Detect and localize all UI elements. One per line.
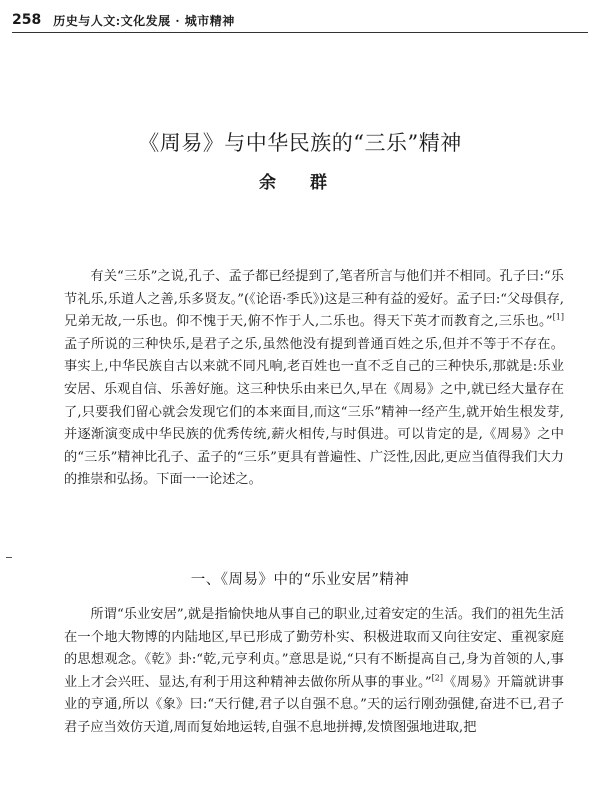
footnote-ref-2: [2] — [431, 673, 443, 683]
body-paragraph-text-1: 所谓“乐业安居”,就是指愉快地从事自己的职业,过着安定的生活。我们的祖先生活在一个地大物博的内陆地区,早已形成了勤劳朴实、积极进取而又向往安定、重视家庭的思想观念。《乾》卦:“乾,元亨利贞。”意思是说,“只有不断提高自己,身为首领的人,事业上才会兴旺、显达,有利于用这种精神去做你所从事的事业。” — [64, 607, 564, 690]
intro-paragraph-text-2: 孟子所说的三种快乐,是君子之乐,虽然他没有提到普通百姓之乐,但并不等于不存在。事实上,中华民族自古以来就不同凡响,老百姓也一直不乏自己的三种快乐,那就是:乐业安居、乐观自信、乐善好施。这三种快乐由来已久,早在《周易》之中,就已经大量存在了,只要我们留心就会发现它们的本来面目,而这“三乐”精神一经产生,就开始生根发芽,并逐渐演变成中华民族的优秀传统,薪火相传,与时俱进。可以肯定的是,《周易》之中的“三乐”精神比孔子、孟子的“三乐”更具有普遍性、广泛性,因此,更应当值得我们大力的推崇和弘扬。下面一一论述之。 — [64, 336, 564, 488]
margin-mark — [6, 557, 12, 558]
body-paragraph-text-2: 《周易》开篇就讲事业的亨通,所以《象》曰:“天行健,君子以自强不息。”天的运行刚劲强健,奋进不已,君子君子应当效仿天道,周而复始地运转,自强不息地拼搏,发愤图强地进取,把 — [64, 674, 564, 735]
intro-paragraph-text-1: 有关“三乐”之说,孔子、孟子都已经提到了,笔者所言与他们并不相同。孔子曰:“乐节礼乐,乐道人之善,乐多贤友。”(《论语·季氏》)这是三种有益的爱好。孟子曰:“父母俱存,兄弟无故,一乐也。仰不愧于天,俯不怍于人,二乐也。得天下英才而教育之,三乐也。” — [64, 269, 564, 330]
footnote-ref-1: [1] — [552, 312, 564, 322]
article-author: 余 群 — [259, 173, 341, 193]
article-title: 《周易》与中华民族的“三乐”精神 — [138, 131, 462, 155]
body-paragraph — [64, 604, 564, 740]
intro-paragraph — [64, 266, 564, 492]
section-heading: 一、《周易》中的“乐业安居”精神 — [190, 572, 410, 588]
page-number: 258 — [12, 12, 42, 28]
page-header — [12, 8, 588, 33]
running-head: 历史与人文:文化发展 · 城市精神 — [53, 13, 235, 28]
